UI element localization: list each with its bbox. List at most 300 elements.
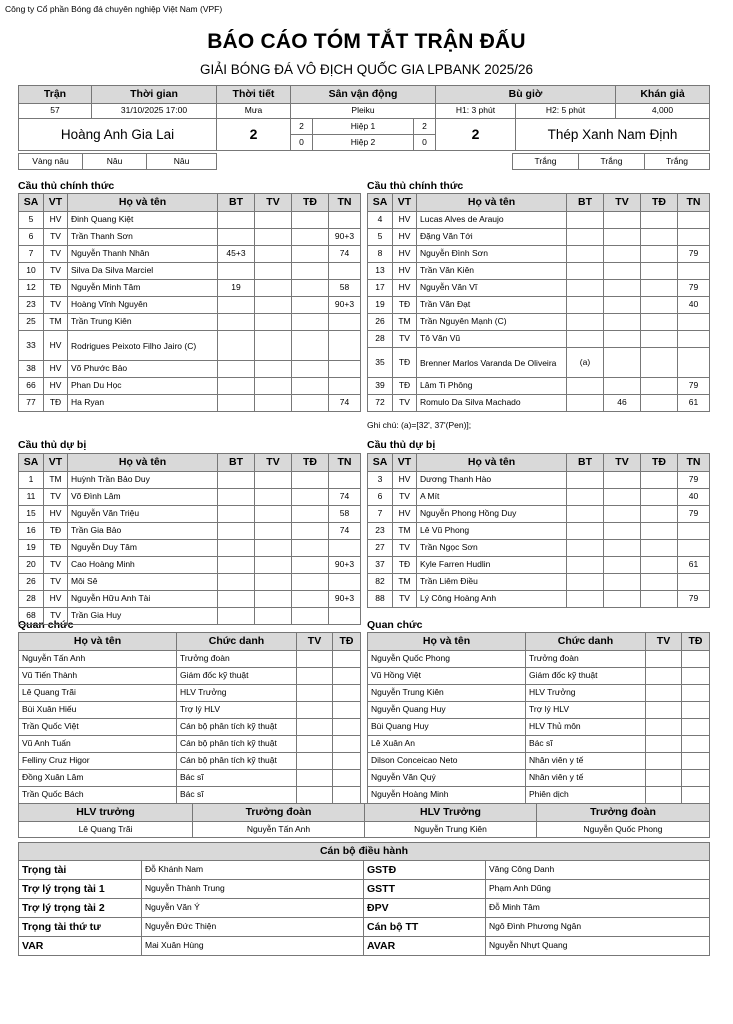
player-name: Huỳnh Trần Bảo Duy xyxy=(68,472,218,489)
player-td xyxy=(641,348,678,378)
player-td xyxy=(641,591,678,608)
player-sa: 77 xyxy=(19,395,44,412)
player-row xyxy=(368,229,710,246)
player-tv xyxy=(604,489,641,506)
player-row xyxy=(19,591,361,608)
player-bt xyxy=(567,557,604,574)
player-row xyxy=(19,557,361,574)
home-score: 2 xyxy=(217,119,291,151)
player-bt xyxy=(218,263,255,280)
player-bt xyxy=(567,331,604,348)
staff-away-manager: Nguyễn Quốc Phong xyxy=(537,822,710,838)
official-row xyxy=(368,736,710,753)
official-tv xyxy=(646,770,682,787)
player-sa: 4 xyxy=(368,212,393,229)
player-tn xyxy=(329,331,361,361)
player-vt: HV xyxy=(393,246,417,263)
player-sa: 37 xyxy=(368,557,393,574)
player-td xyxy=(641,557,678,574)
player-row xyxy=(19,395,361,412)
officials-table xyxy=(18,632,361,804)
player-tn: 90+3 xyxy=(329,297,361,314)
official-tv xyxy=(646,736,682,753)
player-name: Lý Công Hoàng Anh xyxy=(417,591,567,608)
official-name: Nguyễn Trung Kiên xyxy=(368,685,526,702)
player-tn: 79 xyxy=(678,472,710,489)
player-tv xyxy=(604,212,641,229)
player-tv xyxy=(604,557,641,574)
referee-name: Nguyễn Đức Thiện xyxy=(142,918,364,937)
player-row xyxy=(19,472,361,489)
player-sa: 68 xyxy=(19,608,44,625)
player-bt xyxy=(218,523,255,540)
official-row xyxy=(368,787,710,804)
player-name: Trần Nguyên Mạnh (C) xyxy=(417,314,567,331)
official-name: Bùi Quang Huy xyxy=(368,719,526,736)
supervisor-name: Nguyễn Nhựt Quang xyxy=(486,937,710,956)
player-row xyxy=(19,297,361,314)
player-bt xyxy=(218,608,255,625)
home-kit-shirt: Vàng nâu xyxy=(19,154,83,170)
player-sa: 5 xyxy=(368,229,393,246)
official-col-header: Họ và tên xyxy=(19,633,177,651)
note-text: Ghi chú: (a)=[32', 37'(Pen)]; xyxy=(367,420,472,430)
half2-away-score: 0 xyxy=(414,135,436,151)
official-role: Bác sĩ xyxy=(177,787,297,804)
player-col-header: TN xyxy=(329,194,361,212)
away-starting-table xyxy=(367,193,709,412)
supervisor-name: Văng Công Danh xyxy=(486,861,710,880)
supervisor-role-label: AVAR xyxy=(364,937,486,956)
player-bt xyxy=(567,297,604,314)
player-sa: 38 xyxy=(19,361,44,378)
official-row xyxy=(368,719,710,736)
player-name: Trần Gia Huy xyxy=(68,608,218,625)
official-tv xyxy=(297,770,333,787)
player-col-header: TV xyxy=(255,454,292,472)
official-name: Trần Quốc Việt xyxy=(19,719,177,736)
half2-home-score: 0 xyxy=(291,135,313,151)
player-row xyxy=(19,608,361,625)
player-row xyxy=(368,557,710,574)
official-row xyxy=(368,685,710,702)
player-row xyxy=(19,331,361,361)
player-tn xyxy=(329,472,361,489)
official-td xyxy=(333,668,361,685)
player-tv xyxy=(255,472,292,489)
official-tv xyxy=(646,719,682,736)
official-td xyxy=(333,685,361,702)
player-tv xyxy=(604,472,641,489)
player-row xyxy=(368,280,710,297)
player-row xyxy=(19,263,361,280)
official-role: Cán bộ phân tích kỹ thuật xyxy=(177,753,297,770)
player-col-header: TĐ xyxy=(641,194,678,212)
away-kit-shirt: Trắng xyxy=(513,154,579,170)
official-role: Nhân viên y tế xyxy=(526,753,646,770)
player-bt xyxy=(218,506,255,523)
attendance: 4,000 xyxy=(616,104,710,119)
player-sa: 3 xyxy=(368,472,393,489)
player-col-header: Họ và tên xyxy=(417,194,567,212)
player-col-header: SA xyxy=(368,194,393,212)
player-bt xyxy=(218,557,255,574)
player-sa: 6 xyxy=(368,489,393,506)
player-td xyxy=(292,591,329,608)
player-name: Romulo Da Silva Machado xyxy=(417,395,567,412)
player-tv xyxy=(604,280,641,297)
player-td xyxy=(641,263,678,280)
official-role: Phiên dịch xyxy=(526,787,646,804)
player-name: Trần Trung Kiên xyxy=(68,314,218,331)
officials-table xyxy=(367,632,710,804)
player-sa: 26 xyxy=(368,314,393,331)
player-tn xyxy=(329,574,361,591)
official-role: Trưởng đoàn xyxy=(526,651,646,668)
player-table xyxy=(18,193,361,412)
player-vt: TV xyxy=(44,229,68,246)
player-bt xyxy=(567,472,604,489)
player-row xyxy=(368,378,710,395)
player-row xyxy=(19,280,361,297)
player-tv xyxy=(604,348,641,378)
player-tn xyxy=(329,608,361,625)
player-tv xyxy=(255,540,292,557)
player-col-header: TĐ xyxy=(641,454,678,472)
staff-home-coach: Lê Quang Trãi xyxy=(19,822,193,838)
player-tv xyxy=(604,246,641,263)
player-sa: 7 xyxy=(368,506,393,523)
player-row xyxy=(19,361,361,378)
player-row xyxy=(368,574,710,591)
player-sa: 6 xyxy=(19,229,44,246)
player-bt xyxy=(567,280,604,297)
player-tv xyxy=(255,523,292,540)
player-tv xyxy=(255,280,292,297)
official-td xyxy=(682,668,710,685)
player-row xyxy=(368,246,710,263)
official-name: Vũ Hồng Việt xyxy=(368,668,526,685)
header-added-time: Bù giờ xyxy=(436,86,616,104)
player-name: Lucas Alves de Araujo xyxy=(417,212,567,229)
referee-role-label: VAR xyxy=(19,937,142,956)
home-subs-table xyxy=(18,453,360,625)
player-bt xyxy=(567,540,604,557)
away-kit-shorts: Trắng xyxy=(579,154,645,170)
referee-row xyxy=(19,899,710,918)
player-tn xyxy=(329,361,361,378)
player-vt: TM xyxy=(393,574,417,591)
player-sa: 26 xyxy=(19,574,44,591)
player-bt xyxy=(218,212,255,229)
player-vt: HV xyxy=(393,472,417,489)
player-row xyxy=(368,314,710,331)
player-td xyxy=(292,280,329,297)
player-name: Trần Thanh Sơn xyxy=(68,229,218,246)
player-col-header: TĐ xyxy=(292,454,329,472)
player-td xyxy=(641,212,678,229)
player-sa: 23 xyxy=(19,297,44,314)
player-bt xyxy=(567,263,604,280)
player-col-header: BT xyxy=(567,454,604,472)
player-name: Đặng Văn Tới xyxy=(417,229,567,246)
header-time: Thời gian xyxy=(92,86,217,104)
half1-home-score: 2 xyxy=(291,119,313,135)
match-info-table xyxy=(18,85,710,151)
player-row xyxy=(368,348,710,378)
player-vt: TĐ xyxy=(44,280,68,297)
staff-header-home-coach: HLV trưởng xyxy=(19,804,193,822)
player-tv xyxy=(255,263,292,280)
player-tn: 90+3 xyxy=(329,591,361,608)
official-name: Nguyễn Quốc Phong xyxy=(368,651,526,668)
official-row xyxy=(19,770,361,787)
player-name: Dương Thanh Hào xyxy=(417,472,567,489)
home-officials-label: Quan chức xyxy=(18,619,74,631)
player-td xyxy=(292,263,329,280)
official-tv xyxy=(297,651,333,668)
official-td xyxy=(682,651,710,668)
staff-summary-table xyxy=(18,803,710,838)
away-officials-table xyxy=(367,632,709,804)
player-name: Nguyễn Minh Tâm xyxy=(68,280,218,297)
referee-name: Nguyễn Thành Trung xyxy=(142,880,364,899)
player-td xyxy=(292,472,329,489)
player-tv xyxy=(255,331,292,361)
player-bt xyxy=(567,523,604,540)
official-col-header: Chức danh xyxy=(526,633,646,651)
player-vt: TM xyxy=(44,314,68,331)
player-tn: 74 xyxy=(329,489,361,506)
player-vt: HV xyxy=(393,212,417,229)
player-row xyxy=(19,523,361,540)
player-bt xyxy=(218,395,255,412)
official-td xyxy=(333,753,361,770)
player-sa: 28 xyxy=(19,591,44,608)
player-vt: TĐ xyxy=(393,378,417,395)
referee-row xyxy=(19,918,710,937)
player-row xyxy=(368,263,710,280)
player-td xyxy=(292,331,329,361)
official-name: Vũ Anh Tuấn xyxy=(19,736,177,753)
player-tv xyxy=(604,574,641,591)
player-vt: TV xyxy=(44,297,68,314)
player-vt: TĐ xyxy=(44,540,68,557)
official-role: Trợ lý HLV xyxy=(526,702,646,719)
player-name: Brenner Marlos Varanda De Oliveira xyxy=(417,348,567,378)
player-col-header: BT xyxy=(218,194,255,212)
player-sa: 10 xyxy=(19,263,44,280)
player-vt: TĐ xyxy=(393,297,417,314)
player-vt: TM xyxy=(393,523,417,540)
official-row xyxy=(19,668,361,685)
official-row xyxy=(368,702,710,719)
official-name: Trần Quốc Bách xyxy=(19,787,177,804)
player-row xyxy=(368,540,710,557)
player-name: Trần Gia Bảo xyxy=(68,523,218,540)
player-col-header: TN xyxy=(678,454,710,472)
player-tv xyxy=(255,574,292,591)
official-tv xyxy=(297,719,333,736)
player-tn: 79 xyxy=(678,506,710,523)
player-tn xyxy=(678,263,710,280)
player-tn xyxy=(678,229,710,246)
player-sa: 5 xyxy=(19,212,44,229)
player-tv xyxy=(604,314,641,331)
player-tv xyxy=(604,331,641,348)
home-starting-table xyxy=(18,193,360,412)
player-row xyxy=(368,395,710,412)
player-td xyxy=(292,395,329,412)
official-tv xyxy=(646,753,682,770)
official-td xyxy=(682,770,710,787)
official-name: Nguyễn Tấn Anh xyxy=(19,651,177,668)
player-td xyxy=(641,378,678,395)
player-row xyxy=(368,523,710,540)
player-sa: 82 xyxy=(368,574,393,591)
player-vt: TV xyxy=(44,246,68,263)
player-td xyxy=(641,523,678,540)
referee-row xyxy=(19,880,710,899)
official-name: Nguyễn Hoàng Minh xyxy=(368,787,526,804)
home-officials-table xyxy=(18,632,360,804)
player-row xyxy=(368,297,710,314)
player-tv xyxy=(604,523,641,540)
player-sa: 27 xyxy=(368,540,393,557)
player-sa: 8 xyxy=(368,246,393,263)
official-tv xyxy=(297,685,333,702)
player-row xyxy=(19,506,361,523)
player-sa: 28 xyxy=(368,331,393,348)
player-tn xyxy=(678,314,710,331)
official-role: Cán bộ phân tích kỹ thuật xyxy=(177,736,297,753)
player-tn: 58 xyxy=(329,506,361,523)
player-tv xyxy=(604,229,641,246)
half1-label: Hiệp 1 xyxy=(313,119,414,135)
official-name: Đồng Xuân Lâm xyxy=(19,770,177,787)
official-td xyxy=(682,753,710,770)
player-tv xyxy=(255,314,292,331)
player-row xyxy=(368,472,710,489)
official-row xyxy=(368,668,710,685)
player-vt: TV xyxy=(44,489,68,506)
player-tn xyxy=(678,331,710,348)
player-name: Lâm Ti Phông xyxy=(417,378,567,395)
player-td xyxy=(641,489,678,506)
official-tv xyxy=(646,685,682,702)
official-td xyxy=(333,719,361,736)
player-td xyxy=(292,608,329,625)
player-tv xyxy=(604,263,641,280)
supervisor-name: Ngô Đình Phương Ngân xyxy=(486,918,710,937)
player-col-header: VT xyxy=(393,194,417,212)
player-col-header: VT xyxy=(393,454,417,472)
player-col-header: VT xyxy=(44,454,68,472)
player-td xyxy=(292,314,329,331)
player-name: Nguyễn Phong Hồng Duy xyxy=(417,506,567,523)
player-bt xyxy=(567,229,604,246)
official-name: Nguyễn Quang Huy xyxy=(368,702,526,719)
player-name: Nguyễn Đình Sơn xyxy=(417,246,567,263)
player-td xyxy=(292,378,329,395)
player-sa: 7 xyxy=(19,246,44,263)
player-row xyxy=(19,314,361,331)
player-tv xyxy=(255,506,292,523)
player-vt: TM xyxy=(393,314,417,331)
official-td xyxy=(682,719,710,736)
player-name: Trần Ngọc Sơn xyxy=(417,540,567,557)
player-tn xyxy=(329,540,361,557)
official-td xyxy=(333,770,361,787)
player-row xyxy=(368,331,710,348)
player-td xyxy=(292,506,329,523)
official-col-header: TV xyxy=(646,633,682,651)
referee-role-label: Trợ lý trọng tài 2 xyxy=(19,899,142,918)
official-tv xyxy=(646,668,682,685)
player-tn: 79 xyxy=(678,280,710,297)
player-row xyxy=(19,378,361,395)
official-td xyxy=(682,685,710,702)
player-col-header: BT xyxy=(567,194,604,212)
player-td xyxy=(641,395,678,412)
player-tn xyxy=(329,314,361,331)
player-sa: 11 xyxy=(19,489,44,506)
player-tn: 61 xyxy=(678,395,710,412)
home-subs-label: Cầu thủ dự bị xyxy=(18,439,87,451)
player-td xyxy=(292,246,329,263)
player-col-header: TV xyxy=(604,194,641,212)
added-time-h1: H1: 3 phút xyxy=(436,104,516,119)
referee-role-label: Trọng tài xyxy=(19,861,142,880)
player-vt: TV xyxy=(393,489,417,506)
official-row xyxy=(368,770,710,787)
match-stadium: Pleiku xyxy=(291,104,436,119)
player-col-header: VT xyxy=(44,194,68,212)
player-table xyxy=(18,453,361,625)
official-col-header: TĐ xyxy=(333,633,361,651)
official-row xyxy=(368,651,710,668)
official-role: HLV Trưởng xyxy=(526,685,646,702)
player-tv xyxy=(255,229,292,246)
player-col-header: TN xyxy=(678,194,710,212)
player-name: Rodrigues Peixoto Filho Jairo (C) xyxy=(68,331,218,361)
player-col-header: BT xyxy=(218,454,255,472)
player-tv xyxy=(604,506,641,523)
player-tn xyxy=(329,212,361,229)
official-tv xyxy=(297,753,333,770)
company-name: Công ty Cổ phần Bóng đá chuyên nghiệp Việt Nam (VPF) xyxy=(5,4,223,14)
player-name: Trần Liêm Điều xyxy=(417,574,567,591)
player-bt xyxy=(567,506,604,523)
referee-row xyxy=(19,861,710,880)
official-role: HLV Trưởng xyxy=(177,685,297,702)
referee-name: Mai Xuân Hùng xyxy=(142,937,364,956)
player-sa: 19 xyxy=(368,297,393,314)
staff-header-away-manager: Trưởng đoàn xyxy=(537,804,710,822)
added-time-h2: H2: 5 phút xyxy=(516,104,616,119)
official-name: Vũ Tiến Thành xyxy=(19,668,177,685)
player-td xyxy=(292,489,329,506)
player-bt xyxy=(567,314,604,331)
kit-colors-table xyxy=(18,153,710,170)
player-tv: 46 xyxy=(604,395,641,412)
player-bt xyxy=(218,472,255,489)
player-bt xyxy=(218,378,255,395)
player-sa: 19 xyxy=(19,540,44,557)
player-table xyxy=(367,193,710,412)
player-tv xyxy=(255,557,292,574)
official-name: Bùi Xuân Hiếu xyxy=(19,702,177,719)
